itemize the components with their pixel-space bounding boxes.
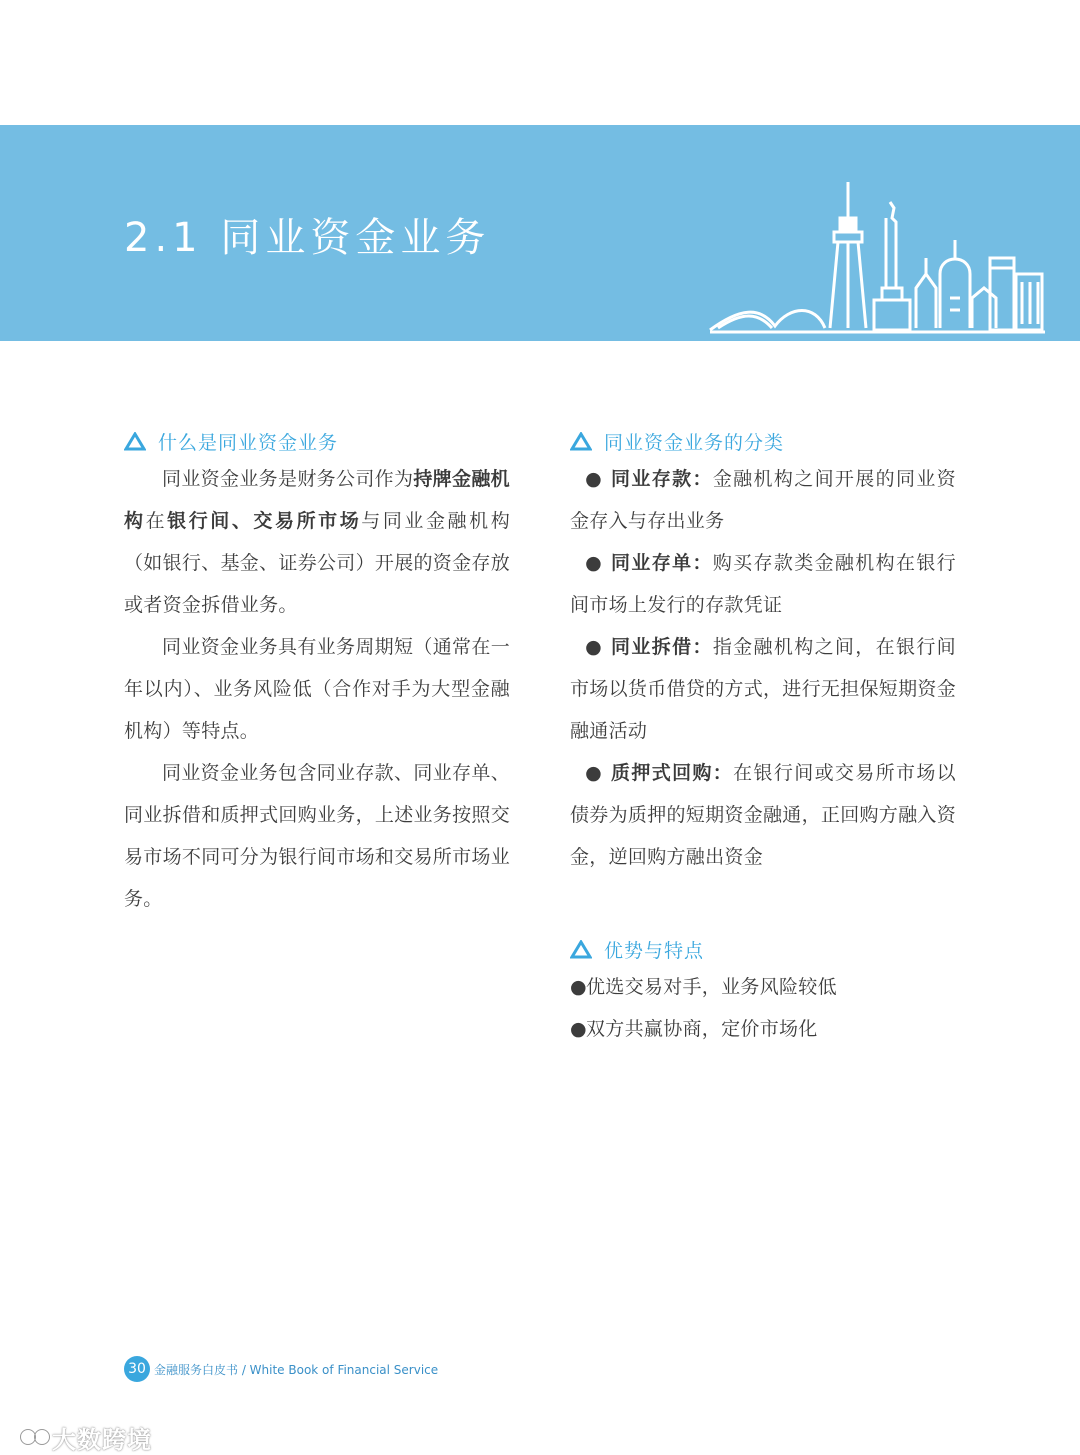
item-text: 购买存款类金融机构在银行间市场上发行的存款凭证 bbox=[570, 552, 956, 616]
item-term: 质押式回购： bbox=[610, 762, 734, 784]
section-heading-label: 什么是同业资金业务 bbox=[158, 431, 339, 454]
text-span: 在 bbox=[145, 510, 168, 532]
paragraph-definition bbox=[124, 458, 510, 626]
list-item bbox=[570, 752, 956, 878]
feature-item bbox=[570, 1008, 956, 1050]
triangle-icon bbox=[124, 432, 146, 451]
watermark-text: 大数跨境 bbox=[52, 1426, 152, 1454]
bullet-icon: ● bbox=[570, 1018, 587, 1040]
footer-text: 金融服务白皮书 / White Book of Financial Service bbox=[154, 1362, 439, 1377]
item-term: 同业拆借： bbox=[610, 636, 713, 658]
page-number: 30 bbox=[124, 1356, 150, 1382]
city-skyline-illustration bbox=[700, 178, 1050, 338]
paragraph-types: 同业资金业务包含同业存款、同业存单、同业拆借和质押式回购业务，上述业务按照交易市场不同可分为银行间市场和交易所市场业务。 bbox=[124, 762, 511, 910]
section-heading-label: 优势与特点 bbox=[604, 939, 705, 962]
section-heading-advantages bbox=[570, 932, 956, 966]
bold-term: 银行间、交易所市场 bbox=[167, 510, 362, 532]
triangle-icon bbox=[570, 940, 592, 959]
list-item bbox=[570, 458, 956, 542]
bullet-icon: ● bbox=[585, 636, 602, 658]
watermark bbox=[6, 1420, 152, 1455]
right-column bbox=[570, 424, 956, 1050]
section-heading-classification bbox=[570, 424, 956, 458]
item-text: 金融机构之间开展的同业资金存入与存出业务 bbox=[570, 468, 956, 532]
item-term: 同业存单： bbox=[610, 552, 713, 574]
item-term: 同业存款： bbox=[610, 468, 713, 490]
bullet-icon: ● bbox=[585, 552, 602, 574]
list-item bbox=[570, 542, 956, 626]
text-span: 与同业金融机构（如银行、基金、证券公司）开展的资金存放或者资金拆借业务。 bbox=[124, 510, 511, 616]
section-heading-what-is bbox=[124, 424, 510, 458]
watermark-logo-icon bbox=[6, 1425, 52, 1451]
bullet-icon: ● bbox=[570, 976, 587, 998]
triangle-icon bbox=[570, 432, 592, 451]
feature-text: 优选交易对手，业务风险较低 bbox=[586, 976, 837, 998]
page-footer bbox=[124, 1356, 438, 1382]
item-text: 在银行间或交易所市场以债券为质押的短期资金融通，正回购方融入资金，逆回购方融出资金 bbox=[570, 762, 957, 868]
left-column bbox=[124, 424, 510, 920]
section-heading-label: 同业资金业务的分类 bbox=[604, 431, 785, 454]
page-title: 2.1 同业资金业务 bbox=[124, 215, 491, 261]
feature-text: 双方共赢协商，定价市场化 bbox=[586, 1018, 818, 1040]
paragraph-characteristics: 同业资金业务具有业务周期短（通常在一年以内）、业务风险低（合作对手为大型金融机构）等特点。 bbox=[124, 636, 510, 742]
bullet-icon: ● bbox=[585, 468, 602, 490]
text-span: 同业资金业务是财务公司作为 bbox=[162, 468, 414, 490]
list-item bbox=[570, 626, 956, 752]
bold-term: 持牌金融机构 bbox=[124, 468, 510, 532]
feature-item bbox=[570, 966, 956, 1008]
item-text: 指金融机构之间，在银行间市场以货币借贷的方式，进行无担保短期资金融通活动 bbox=[570, 636, 957, 742]
bullet-icon: ● bbox=[585, 762, 602, 784]
